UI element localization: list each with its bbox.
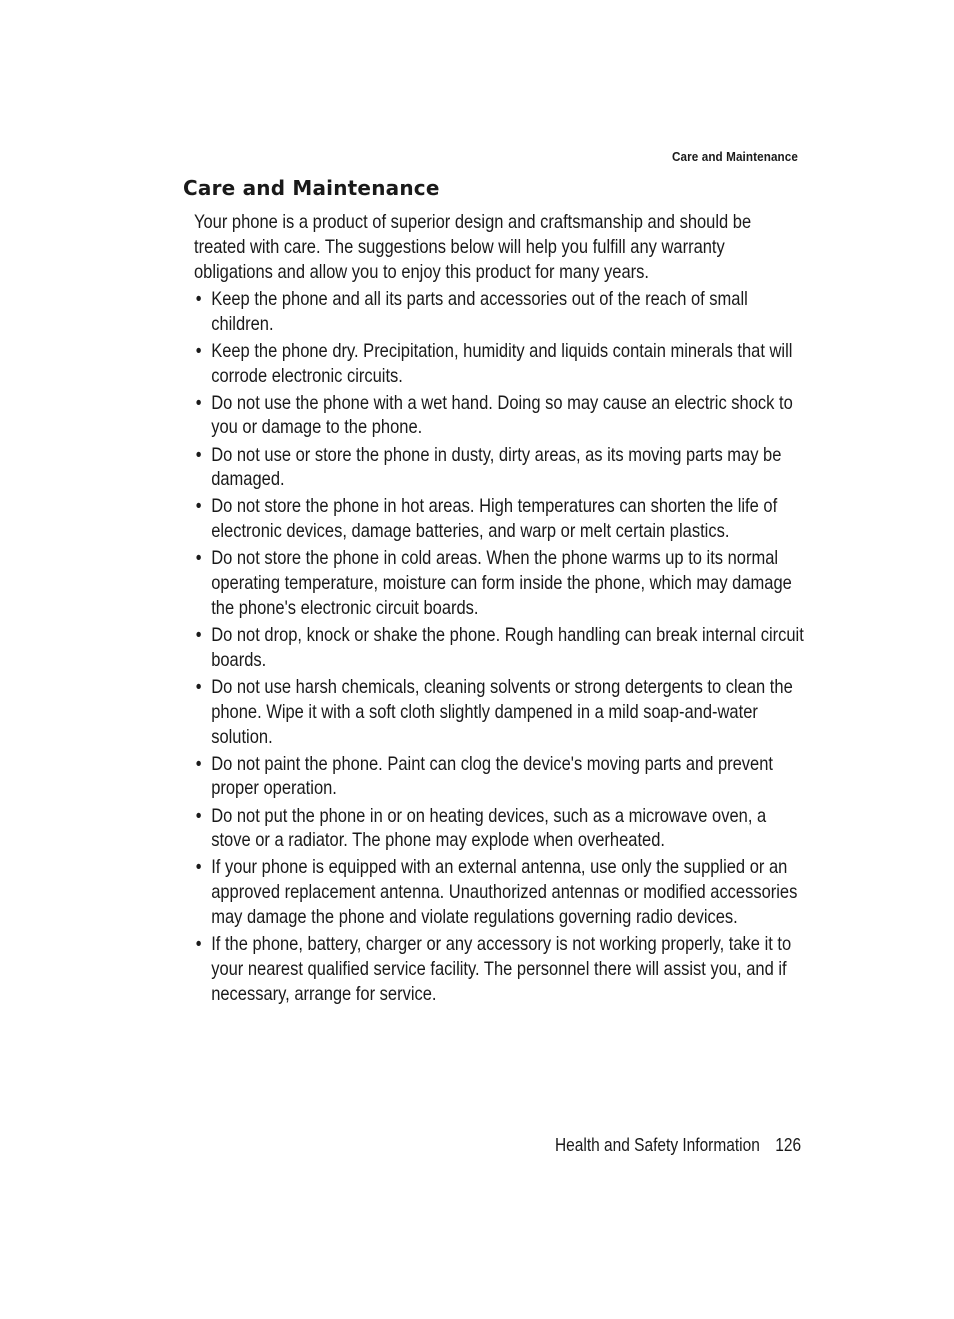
page-title: Care and Maintenance [183,176,440,200]
page-content [194,211,806,1010]
list-item: • Keep the phone and all its parts and accessories out of the reach of small children. [194,288,806,338]
care-tips-list [194,288,806,1008]
list-item: • Do not put the phone in or on heating devices, such as a microwave oven, a stove or a radiator. The phone may explode when overheated. [194,805,806,855]
list-item: • Do not use harsh chemicals, cleaning solvents or strong detergents to clean the phone. Wipe it with a soft cloth slightly dampened in a mild soap-and-water solution. [194,676,806,750]
list-item: • If the phone, battery, charger or any accessory is not working properly, take it to your nearest qualified service facility. The personnel there will assist you, and if necessary, arrange for service. [194,933,806,1007]
footer-chapter-title: Health and Safety Information [555,1135,760,1155]
page-footer [555,1135,801,1156]
list-item: • Do not use the phone with a wet hand. Doing so may cause an electric shock to you or damage to the phone. [194,392,806,442]
intro-paragraph: Your phone is a product of superior design and craftsmanship and should be treated with care. The suggestions below will help you fulfill any warranty obligations and allow you to enjoy this product for many years. [194,212,752,283]
list-item: • Do not paint the phone. Paint can clog the device's moving parts and prevent proper operation. [194,753,806,803]
list-item: • If your phone is equipped with an external antenna, use only the supplied or an approved replacement antenna. Unauthorized antennas or modified accessories may damage the phone and violate regulations governing radio devices. [194,856,806,930]
body-text [194,211,806,1007]
page-number: 126 [775,1135,802,1155]
list-item: • Do not use or store the phone in dusty, dirty areas, as its moving parts may be damaged. [194,444,806,494]
running-head: Care and Maintenance [672,149,798,164]
list-item: • Do not drop, knock or shake the phone. Rough handling can break internal circuit boards. [194,624,806,674]
list-item: • Keep the phone dry. Precipitation, humidity and liquids contain minerals that will corrode electronic circuits. [194,340,806,390]
list-item: • Do not store the phone in cold areas. When the phone warms up to its normal operating temperature, moisture can form inside the phone, which may damage the phone's electronic circuit boards. [194,547,806,621]
list-item: • Do not store the phone in hot areas. High temperatures can shorten the life of electronic devices, damage batteries, and warp or melt certain plastics. [194,495,806,545]
